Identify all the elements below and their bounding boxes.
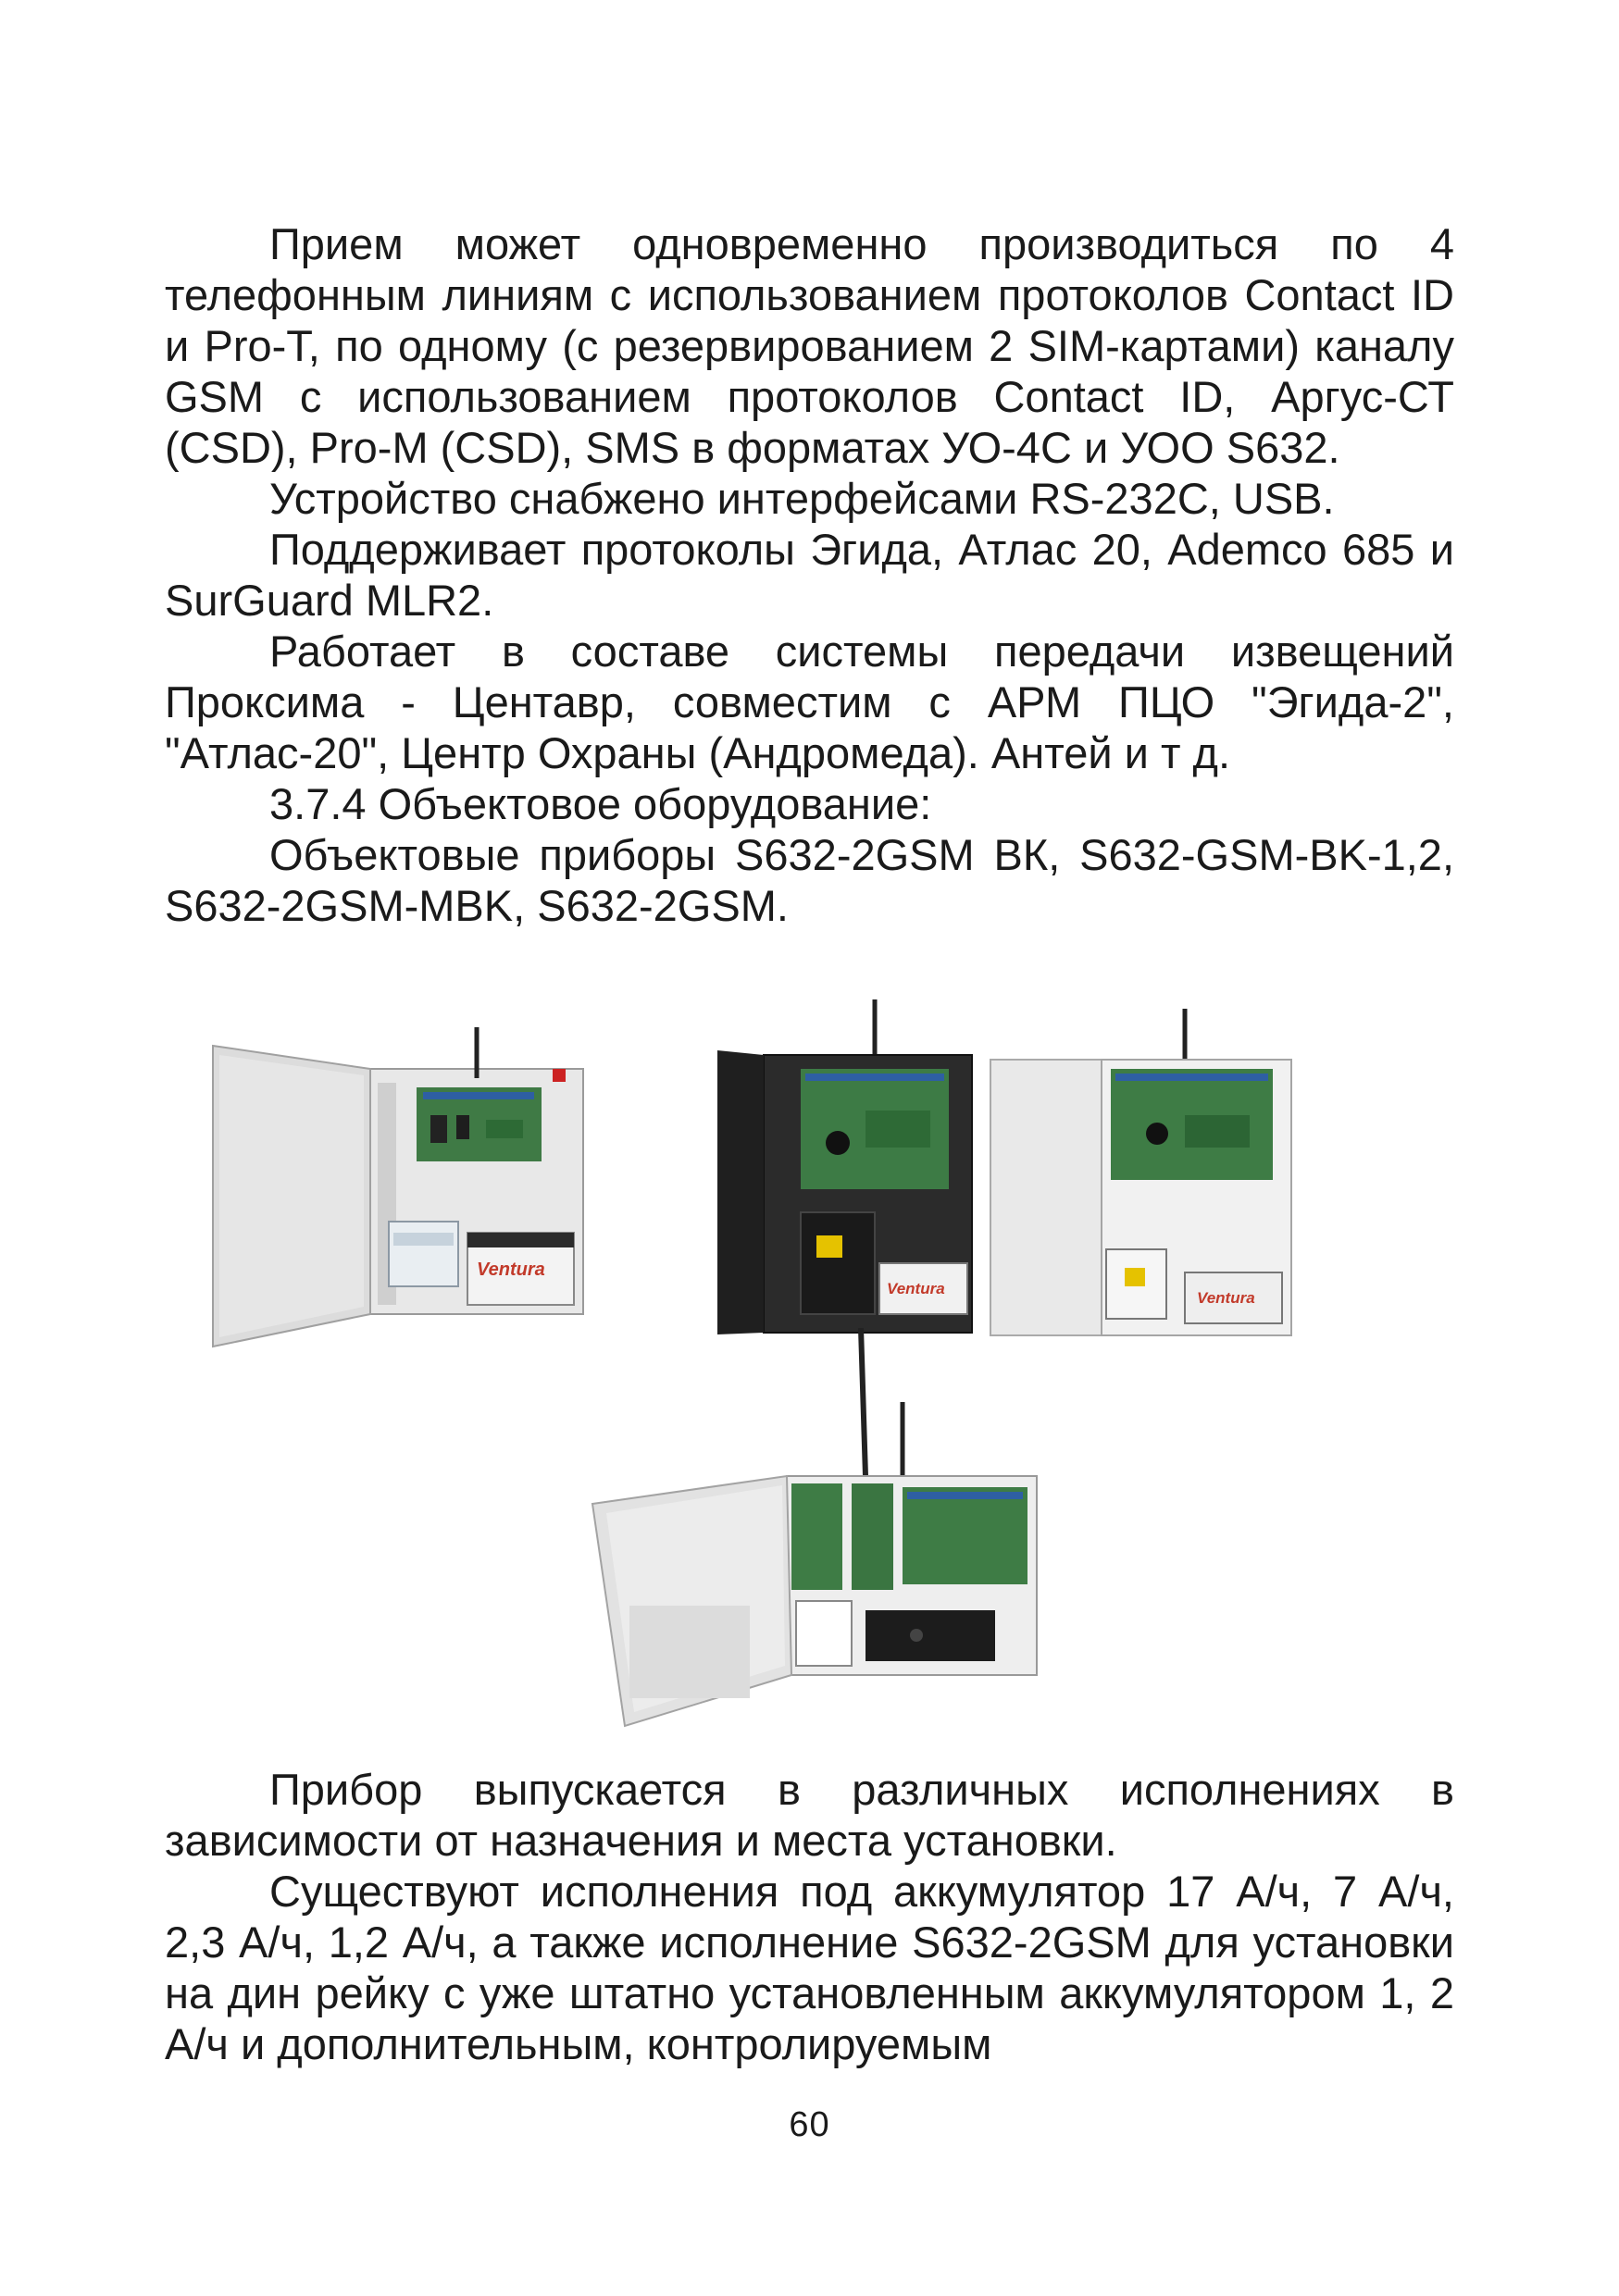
paragraph: Работает в составе системы передачи извещений Проксима - Центавр, совместим с АРМ ПЦО "Эгида-2", "Атлас-20", Центр Охраны (Андромеда). Антей и т д.: [165, 627, 1454, 777]
top-text-block: [165, 218, 1454, 931]
device-photo-wall-cabinet: [208, 1027, 592, 1351]
device-photo-white-cabinet: [986, 1004, 1296, 1342]
paragraph: Объектовые приборы S632-2GSM ВК, S632-GSM-BK-1,2, S632-2GSM-MBK, S632-2GSM.: [165, 830, 1454, 930]
paragraph: Устройство снабжено интерфейсами RS-232C, USB.: [269, 474, 1335, 523]
paragraph: Поддерживает протоколы Эгида, Атлас 20, Ademco 685 и SurGuard MLR2.: [165, 525, 1454, 625]
battery-label: Ventura: [1197, 1289, 1255, 1307]
paragraph: Прием может одновременно производиться по 4 телефонным линиям с использованием протоколов Contact ID и Pro-T, по одному (с резервированием 2 SIM-картами) каналу GSM с использованием протоколов Contact ID, Аргус-СТ (CSD), Pro-M (CSD), SMS в форматах УО-4С и УОО S632.: [165, 219, 1454, 472]
page-number: 60: [789, 2105, 830, 2144]
battery-label: Ventura: [477, 1260, 545, 1280]
battery-label: Ventura: [887, 1280, 945, 1297]
paragraph: Существуют исполнения под аккумулятор 17 А/ч, 7 А/ч, 2,3 А/ч, 1,2 А/ч, а также исполнение S632-2GSM для установки на дин рейку с уже штатно установленным аккумулятором 1, 2 А/ч и дополнительным, контролируемым: [165, 1867, 1454, 2068]
paragraph: Прибор выпускается в различных исполнениях в зависимости от назначения и места установки.: [165, 1765, 1454, 1865]
device-photo-black-cabinet: [713, 999, 977, 1338]
section-heading: 3.7.4 Объектовое оборудование:: [269, 779, 932, 828]
bottom-text-block: [165, 1764, 1454, 2069]
device-photo-din-cabinet: [583, 1328, 1046, 1735]
